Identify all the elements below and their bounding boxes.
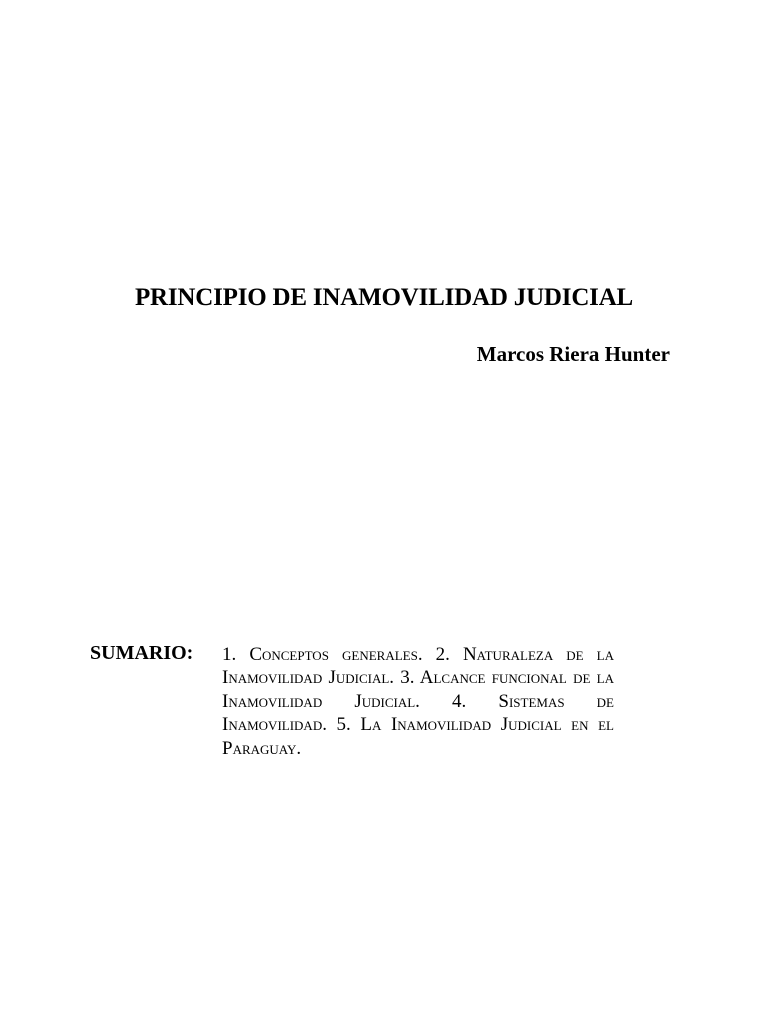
sumario-text: 1. Conceptos generales. 2. Naturaleza de la Inamovilidad Judicial. 3. Alcance funcional de la Inamovilidad Judicial. 4. Sistemas de Inamovilidad. 5. La Inamovilidad Judicial en el Paraguay. <box>222 644 614 759</box>
sumario-label: SUMARIO: <box>90 642 194 664</box>
author-name: Marcos Riera Hunter <box>476 342 670 366</box>
document-title: PRINCIPIO DE INAMOVILIDAD JUDICIAL <box>134 284 634 311</box>
